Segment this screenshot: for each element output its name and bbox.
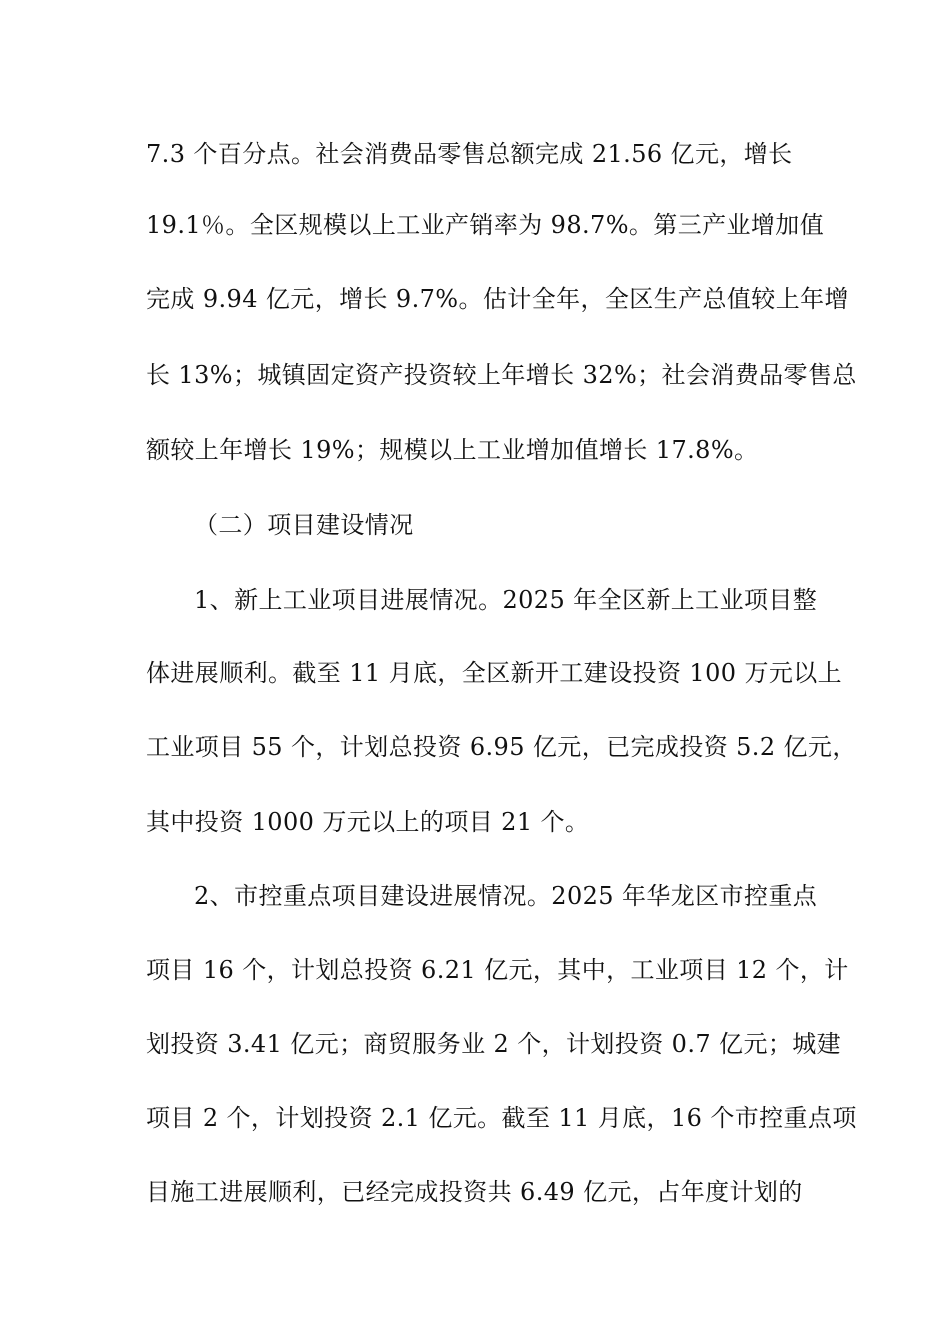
body-text-line: 工业项目 55 个，计划总投资 6.95 亿元，已完成投资 5.2 亿元， <box>146 733 857 761</box>
body-text-line: 其中投资 1000 万元以上的项目 21 个。 <box>146 808 590 836</box>
body-text-line: 目施工进展顺利，已经完成投资共 6.49 亿元，占年度计划的 <box>146 1178 803 1206</box>
body-text-line: 完成 9.94 亿元，增长 9.7%。估计全年，全区生产总值较上年增 <box>146 285 849 313</box>
body-text-line: 7.3 个百分点。社会消费品零售总额完成 21.56 亿元，增长 <box>146 140 793 168</box>
section-heading: （二）项目建设情况 <box>194 511 414 539</box>
body-text-line: 19.1％。全区规模以上工业产销率为 98.7%。第三产业增加值 <box>146 211 825 239</box>
body-text-line: 额较上年增长 19%；规模以上工业增加值增长 17.8%。 <box>146 436 759 464</box>
body-text-line: 2、市控重点项目建设进展情况。2025 年华龙区市控重点 <box>194 882 818 910</box>
body-text-line: 项目 16 个，计划总投资 6.21 亿元，其中，工业项目 12 个，计 <box>146 956 849 984</box>
body-text-line: 划投资 3.41 亿元；商贸服务业 2 个，计划投资 0.7 亿元；城建 <box>146 1030 842 1058</box>
body-text-line: 项目 2 个，计划投资 2.1 亿元。截至 11 月底，16 个市控重点项 <box>146 1104 857 1132</box>
body-text-line: 体进展顺利。截至 11 月底，全区新开工建设投资 100 万元以上 <box>146 659 843 687</box>
body-text-line: 长 13%；城镇固定资产投资较上年增长 32%；社会消费品零售总 <box>146 361 857 389</box>
body-text-line: 1、新上工业项目进展情况。2025 年全区新上工业项目整 <box>194 586 818 614</box>
